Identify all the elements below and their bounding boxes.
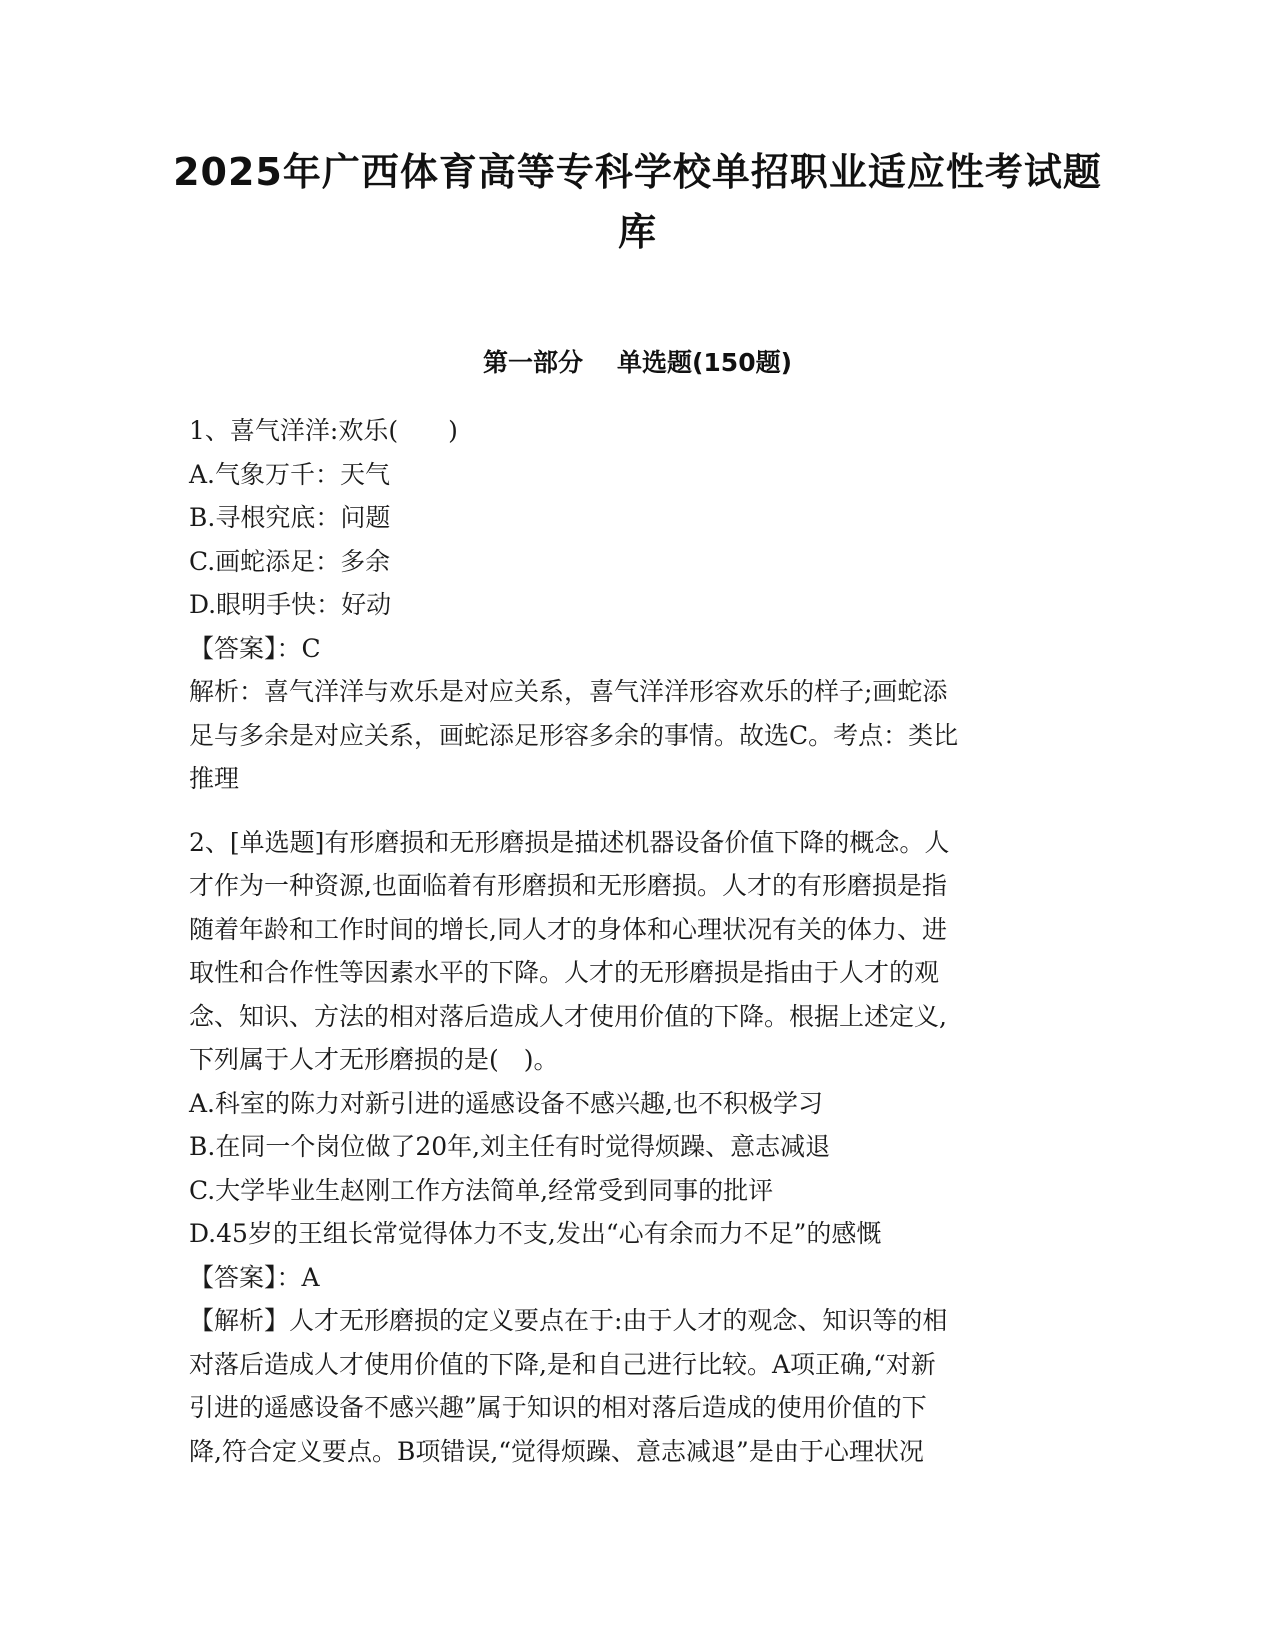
question-stem: 1、喜气洋洋:欢乐( ) xyxy=(189,416,458,445)
answer-line: 【答案】：C xyxy=(189,633,321,663)
option-a: A.科室的陈力对新引进的遥感设备不感兴趣,也不积极学习 xyxy=(189,1088,823,1118)
document-title xyxy=(150,142,1125,262)
question-stem-line: 念、知识、方法的相对落后造成人才使用价值的下降。根据上述定义, xyxy=(189,1001,947,1031)
section-heading xyxy=(0,346,1275,380)
analysis-line: 对落后造成人才使用价值的下降,是和自己进行比较。A项正确,“对新 xyxy=(189,1349,936,1379)
analysis-line: 【解析】人才无形磨损的定义要点在于:由于人才的观念、知识等的相 xyxy=(189,1306,948,1335)
question-stem-line: 2、[单选题]有形磨损和无形磨损是描述机器设备价值下降的概念。人 xyxy=(189,827,950,857)
answer-line: 【答案】：A xyxy=(189,1262,320,1292)
question-stem-line: 才作为一种资源,也面临着有形磨损和无形磨损。人才的有形磨损是指 xyxy=(189,871,947,900)
option-c: C.画蛇添足：多余 xyxy=(189,546,391,576)
analysis-line: 解析：喜气洋洋与欢乐是对应关系，喜气洋洋形容欢乐的样子;画蛇添 xyxy=(189,677,948,706)
option-d: D.45岁的王组长常觉得体力不支,发出“心有余而力不足”的感慨 xyxy=(189,1219,882,1248)
analysis-line: 推理 xyxy=(189,764,240,793)
section-part-label: 第一部分 xyxy=(482,348,583,377)
analysis-line: 降,符合定义要点。B项错误,“觉得烦躁、意志减退”是由于心理状况 xyxy=(189,1436,924,1466)
analysis-line: 足与多余是对应关系，画蛇添足形容多余的事情。故选C。考点：类比 xyxy=(189,720,959,750)
question-stem-line: 取性和合作性等因素水平的下降。人才的无形磨损是指由于人才的观 xyxy=(189,958,940,987)
document-title-line-1: 2025年广西体育高等专科学校单招职业适应性考试题 xyxy=(173,150,1102,194)
question-spacer xyxy=(189,801,1089,821)
question-stem-line: 下列属于人才无形磨损的是( )。 xyxy=(189,1045,559,1074)
analysis-line: 引进的遥感设备不感兴趣”属于知识的相对落后造成的使用价值的下 xyxy=(189,1393,927,1422)
question-list xyxy=(189,409,1089,1473)
document-title-line-2: 库 xyxy=(617,210,657,254)
option-a: A.气象万千：天气 xyxy=(189,459,391,489)
section-name-label: 单选题(150题) xyxy=(616,348,793,377)
question-1 xyxy=(189,409,1089,801)
option-b: B.在同一个岗位做了20年,刘主任有时觉得烦躁、意志减退 xyxy=(189,1132,831,1161)
option-b: B.寻根究底：问题 xyxy=(189,503,391,532)
question-stem-line: 随着年龄和工作时间的增长,同人才的身体和心理状况有关的体力、进 xyxy=(189,914,947,944)
question-2 xyxy=(189,821,1089,1474)
option-d: D.眼明手快：好动 xyxy=(189,590,392,619)
option-c: C.大学毕业生赵刚工作方法简单,经常受到同事的批评 xyxy=(189,1175,774,1205)
